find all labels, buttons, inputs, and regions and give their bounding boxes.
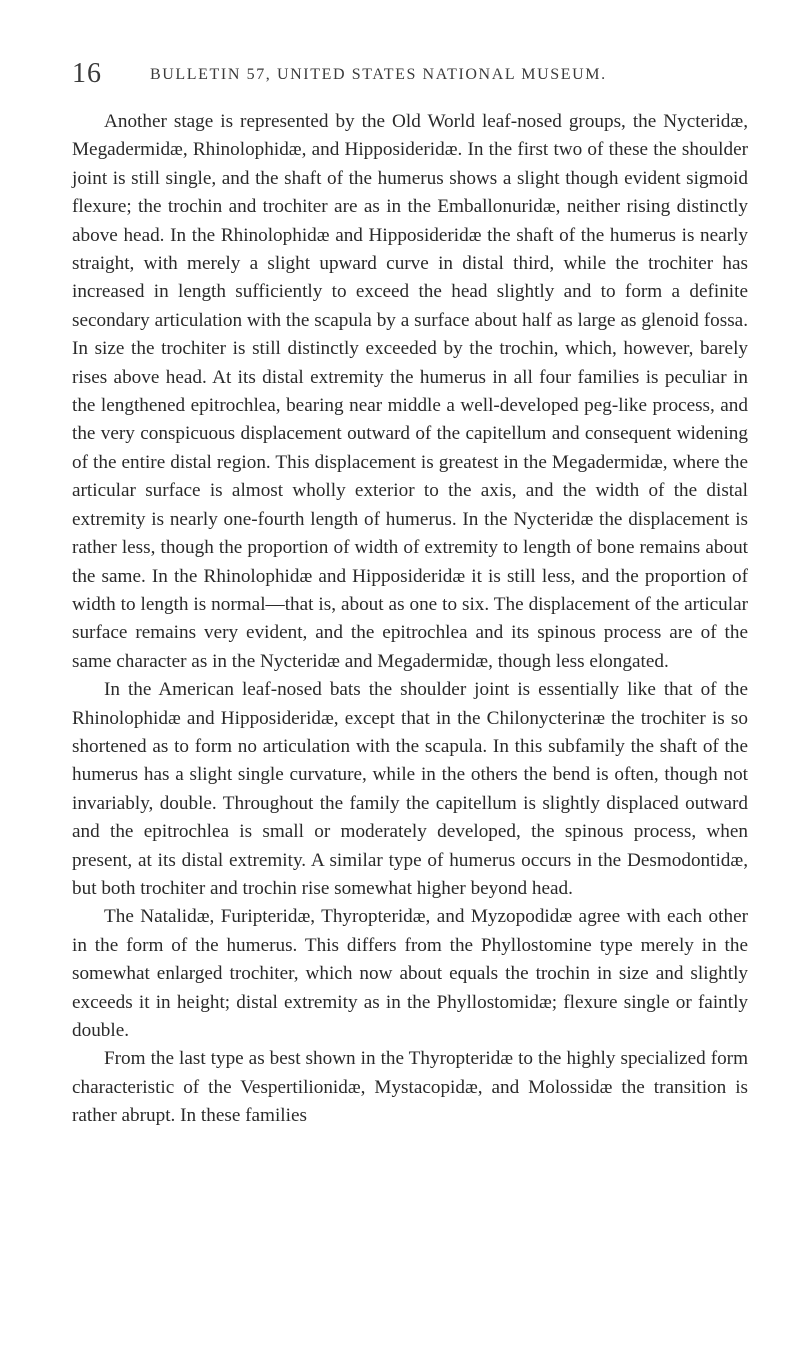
paragraph: In the American leaf-nosed bats the shoulder joint is essentially like that of the Rhinolophidæ and Hipposideridæ, except that in the Chilonycterinæ the trochiter is so shortened as to form no articulation with the scapula. In this subfamily the shaft of the humerus has a slight single curvature, while in the others the bend is often, though not invariably, double. Throughout the family the capitellum is slightly displaced outward and the epitrochlea is small or moderately developed, the spinous process, when present, at its distal extremity. A similar type of humerus occurs in the Desmodontidæ, but both trochiter and trochin rise somewhat higher beyond head. [72, 679, 748, 899]
page-number: 16 [72, 58, 102, 89]
paragraph: The Natalidæ, Furipteridæ, Thyropteridæ, and Myzopodidæ agree with each other in the form of the humerus. This differs from the Phyllostomine type merely in the somewhat enlarged trochiter, which now about equals the trochin in size and slightly exceeds it in height; distal extremity as in the Phyllostomidæ; flexure single or faintly double. [72, 906, 748, 1041]
paragraph: Another stage is represented by the Old World leaf-nosed groups, the Nycteridæ, Megadermidæ, Rhinolophidæ, and Hipposideridæ. In the first two of these the shoulder joint is still single, and the shaft of the humerus shows a slight though evident sigmoid flexure; the trochin and trochiter are as in the Emballonuridæ, neither rising distinctly above head. In the Rhinolophidæ and Hipposideridæ the shaft of the humerus is nearly straight, with merely a slight upward curve in distal third, while the trochiter has increased in length sufficiently to exceed the head slightly and to form a definite secondary articulation with the scapula by a surface about half as large as glenoid fossa. In size the trochiter is still distinctly exceeded by the trochin, which, however, barely rises above head. At its distal extremity the humerus in all four families is peculiar in the lengthened epitrochlea, bearing near middle a well-developed peg-like process, and the very conspicuous displacement outward of the capitellum and consequent widening of the entire distal region. This displacement is greatest in the Megadermidæ, where the articular surface is almost wholly exterior to the axis, and the width of the distal extremity is nearly one-fourth length of humerus. In the Nycteridæ the displacement is rather less, though the proportion of width of extremity to length of bone remains about the same. In the Rhinolophidæ and Hipposideridæ it is still less, and the proportion of width to length is normal—that is, about as one to six. The displacement of the articular surface remains very evident, and the epitrochlea and its spinous process are of the same character as in the Nycteridæ and Megadermidæ, though less elongated. [72, 111, 748, 672]
body-text [72, 108, 748, 1131]
paragraph: From the last type as best shown in the Thyropteridæ to the highly specialized form characteristic of the Vespertilionidæ, Mystacopidæ, and Molossidæ the transition is rather abrupt. In these families [72, 1048, 748, 1127]
page-header [72, 52, 748, 92]
running-head: BULLETIN 57, UNITED STATES NATIONAL MUSEUM. [150, 66, 607, 83]
